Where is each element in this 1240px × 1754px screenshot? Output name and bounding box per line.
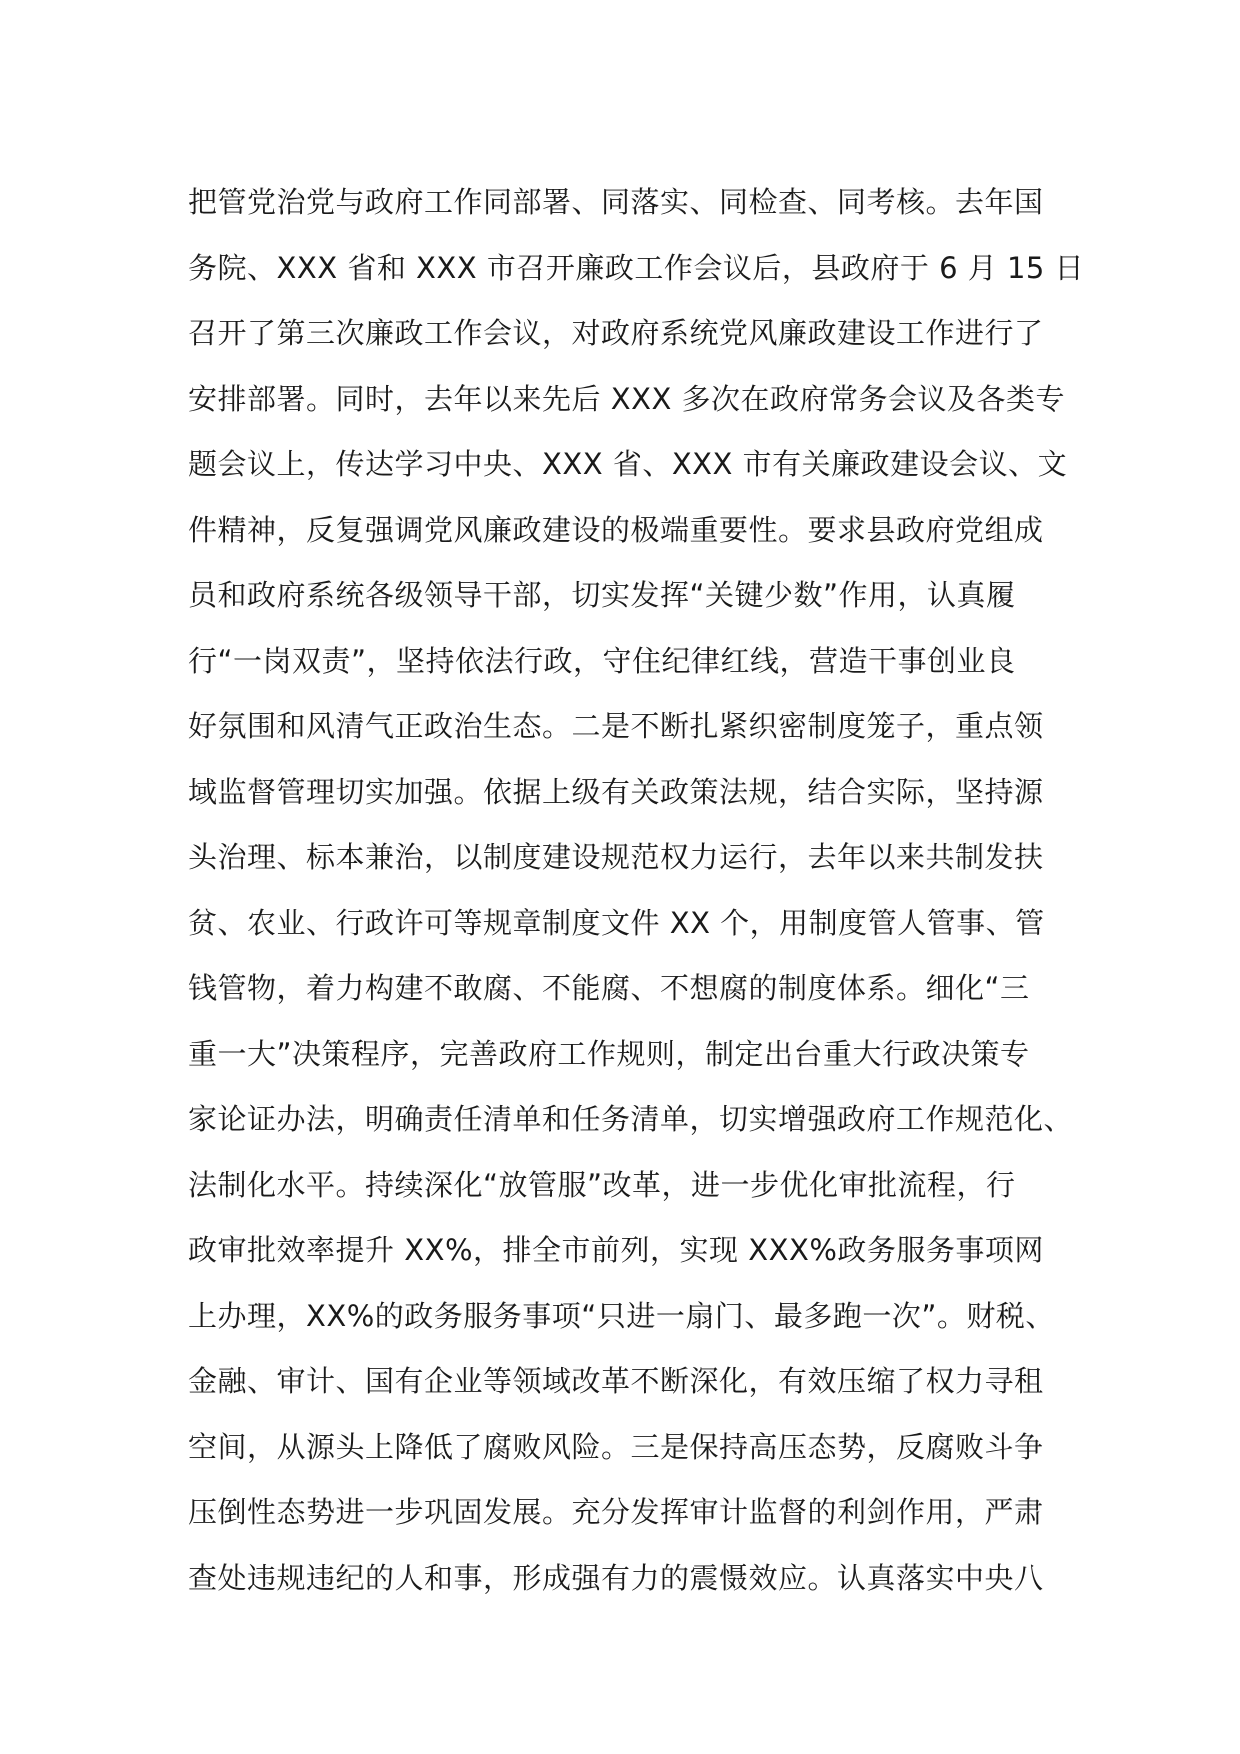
text-line: 重一大”决策程序，完善政府工作规则，制定出台重大行政决策专 <box>188 1036 1030 1071</box>
text-line: 钱管物，着力构建不敢腐、不能腐、不想腐的制度体系。细化“三 <box>188 971 1030 1005</box>
text-line: 题会议上，传达学习中央、XXX 省、XXX 市有关廉政建设会议、文 <box>188 447 1068 481</box>
text-line: 召开了第三次廉政工作会议，对政府系统党风廉政建设工作进行了 <box>188 316 1044 350</box>
text-line: 查处违规违纪的人和事，形成强有力的震慑效应。认真落实中央八 <box>188 1560 1044 1595</box>
text-line: 头治理、标本兼治，以制度建设规范权力运行，去年以来共制发扶 <box>188 840 1044 874</box>
text-line: 家论证办法，明确责任清单和任务清单，切实增强政府工作规范化、 <box>188 1102 1074 1136</box>
text-line: 金融、审计、国有企业等领域改革不断深化，有效压缩了权力寻租 <box>188 1364 1044 1398</box>
text-line: 空间，从源头上降低了腐败风险。三是保持高压态势，反腐败斗争 <box>188 1429 1044 1464</box>
text-line: 员和政府系统各级领导干部，切实发挥“关键少数”作用，认真履 <box>188 578 1016 612</box>
text-line: 压倒性态势进一步巩固发展。充分发挥审计监督的利剑作用，严肃 <box>188 1495 1044 1529</box>
text-line: 贫、农业、行政许可等规章制度文件 XX 个，用制度管人管事、管 <box>188 905 1045 940</box>
text-line: 件精神，反复强调党风廉政建设的极端重要性。要求县政府党组成 <box>188 512 1044 547</box>
text-line: 安排部署。同时，去年以来先后 XXX 多次在政府常务会议及各类专 <box>188 381 1066 416</box>
text-line: 上办理，XX%的政务服务事项“只进一扇门、最多跑一次”。财税、 <box>188 1298 1055 1333</box>
text-line: 域监督管理切实加强。依据上级有关政策法规，结合实际，坚持源 <box>188 774 1044 809</box>
text-line: 行“一岗双责”，坚持依法行政，守住纪律红线，营造干事创业良 <box>188 643 1016 678</box>
text-line: 把管党治党与政府工作同部署、同落实、同检查、同考核。去年国 <box>188 185 1044 219</box>
body-text <box>188 170 1085 1611</box>
text-line: 好氛围和风清气正政治生态。二是不断扎紧织密制度笼子，重点领 <box>188 709 1044 743</box>
text-line: 法制化水平。持续深化“放管服”改革，进一步优化审批流程，行 <box>188 1167 1016 1202</box>
text-line: 政审批效率提升 XX%，排全市前列，实现 XXX%政务服务事项网 <box>188 1233 1044 1267</box>
text-line: 务院、XXX 省和 XXX 市召开廉政工作会议后，县政府于 6 月 15 日 <box>188 250 1085 285</box>
